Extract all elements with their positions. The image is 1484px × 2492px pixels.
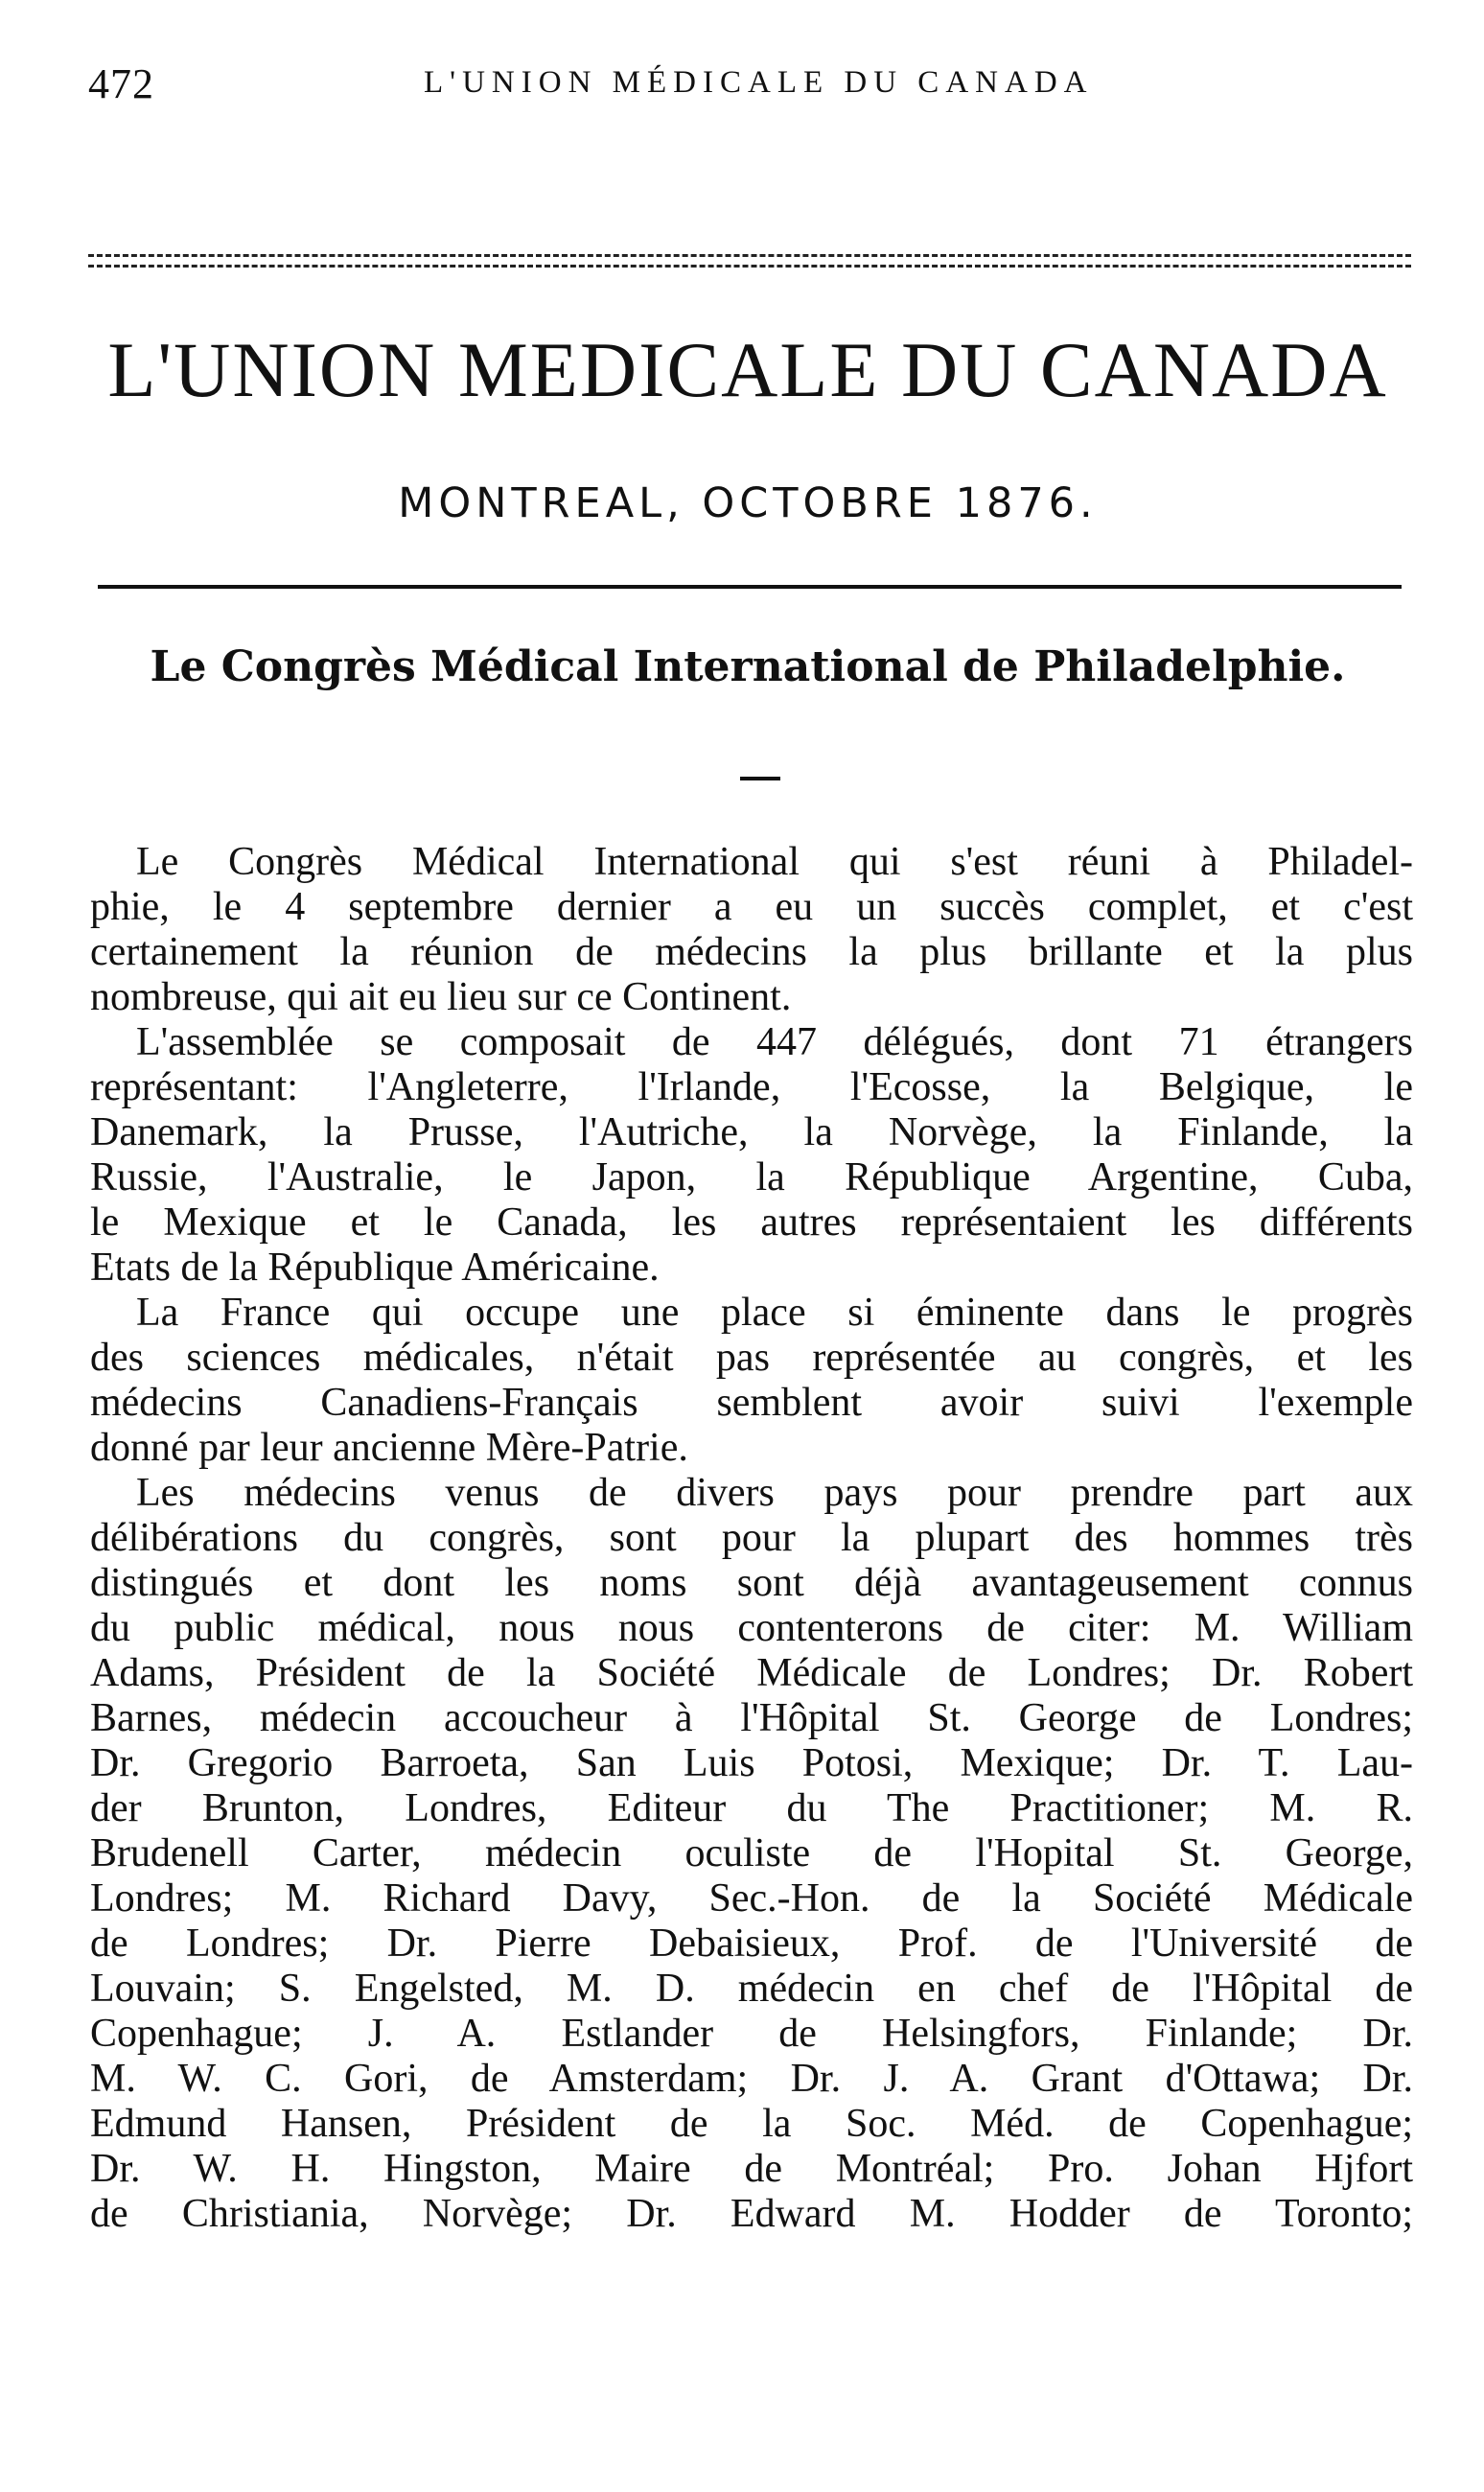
body-line: Louvain; S. Engelsted, M. D. médecin en chef de l'Hôpital de <box>90 1967 1413 2011</box>
masthead-rule <box>98 585 1402 589</box>
body-line: Etats de la République Américaine. <box>90 1246 660 1290</box>
body-line: Dr. Gregorio Barroeta, San Luis Potosi, Mexique; Dr. T. Lau- <box>90 1741 1413 1785</box>
body-line: certainement la réunion de médecins la plus brillante et la plus <box>90 930 1413 974</box>
body-line: donné par leur ancienne Mère-Patrie. <box>90 1426 688 1470</box>
body-line: Danemark, la Prusse, l'Autriche, la Norvège, la Finlande, la <box>90 1110 1413 1154</box>
body-line: Dr. W. H. Hingston, Maire de Montréal; Pro. Johan Hjfort <box>90 2147 1413 2191</box>
body-line: Copenhague; J. A. Estlander de Helsingfors, Finlande; Dr. <box>90 2012 1413 2056</box>
page-number: 472 <box>88 60 154 107</box>
body-line: de Christiania, Norvège; Dr. Edward M. Hodder de Toronto; <box>90 2192 1413 2236</box>
masthead-title: L'UNION MEDICALE DU CANADA <box>107 326 1388 413</box>
body-line: distingués et dont les noms sont déjà avantageusement connus <box>90 1561 1413 1605</box>
article-title: Le Congrès Médical International de Philadelphie. <box>150 642 1346 691</box>
running-header <box>88 59 1411 117</box>
body-line: Londres; M. Richard Davy, Sec.-Hon. de la Société Médicale <box>90 1876 1413 1921</box>
body-line: Brudenell Carter, médecin oculiste de l'Hopital St. George, <box>90 1831 1413 1875</box>
body-line: Adams, Président de la Société Médicale de Londres; Dr. Robert <box>90 1651 1413 1695</box>
title-separator-dash <box>740 777 780 780</box>
body-line: Edmund Hansen, Président de la Soc. Méd. de Copenhague; <box>90 2102 1413 2146</box>
dateline: MONTREAL, OCTOBRE 1876. <box>398 479 1098 527</box>
body-line: délibérations du congrès, sont pour la plupart des hommes très <box>90 1516 1413 1560</box>
body-line: phie, le 4 septembre dernier a eu un succès complet, et c'est <box>90 885 1413 929</box>
body-line: représentant: l'Angleterre, l'Irlande, l'Ecosse, la Belgique, le <box>90 1065 1413 1109</box>
body-line: M. W. C. Gori, de Amsterdam; Dr. J. A. Grant d'Ottawa; Dr. <box>90 2057 1413 2101</box>
body-line: Les médecins venus de divers pays pour prendre part aux <box>136 1471 1413 1515</box>
top-dashed-rule-lower <box>88 265 1411 268</box>
body-line: du public médical, nous nous contenterons de citer: M. William <box>90 1606 1413 1650</box>
body-line: nombreuse, qui ait eu lieu sur ce Continent. <box>90 975 792 1019</box>
body-line: der Brunton, Londres, Editeur du The Practitioner; M. R. <box>90 1786 1413 1830</box>
body-line: médecins Canadiens-Français semblent avoir suivi l'exemple <box>90 1381 1413 1425</box>
body-line: Russie, l'Australie, le Japon, la République Argentine, Cuba, <box>90 1155 1413 1199</box>
top-dashed-rule <box>88 254 1411 257</box>
body-line: Barnes, médecin accoucheur à l'Hôpital St. George de Londres; <box>90 1696 1413 1740</box>
body-line: de Londres; Dr. Pierre Debaisieux, Prof. de l'Université de <box>90 1921 1413 1966</box>
running-title: L'UNION MÉDICALE DU CANADA <box>424 65 1094 100</box>
body-line: Le Congrès Médical International qui s'est réuni à Philadel- <box>136 840 1413 884</box>
body-line: L'assemblée se composait de 447 délégués, dont 71 étrangers <box>136 1020 1413 1064</box>
body-line: le Mexique et le Canada, les autres représentaient les différents <box>90 1200 1413 1245</box>
body-line: La France qui occupe une place si éminente dans le progrès <box>136 1291 1413 1335</box>
article-body <box>90 840 1413 2237</box>
body-line: des sciences médicales, n'était pas représentée au congrès, et les <box>90 1336 1413 1380</box>
